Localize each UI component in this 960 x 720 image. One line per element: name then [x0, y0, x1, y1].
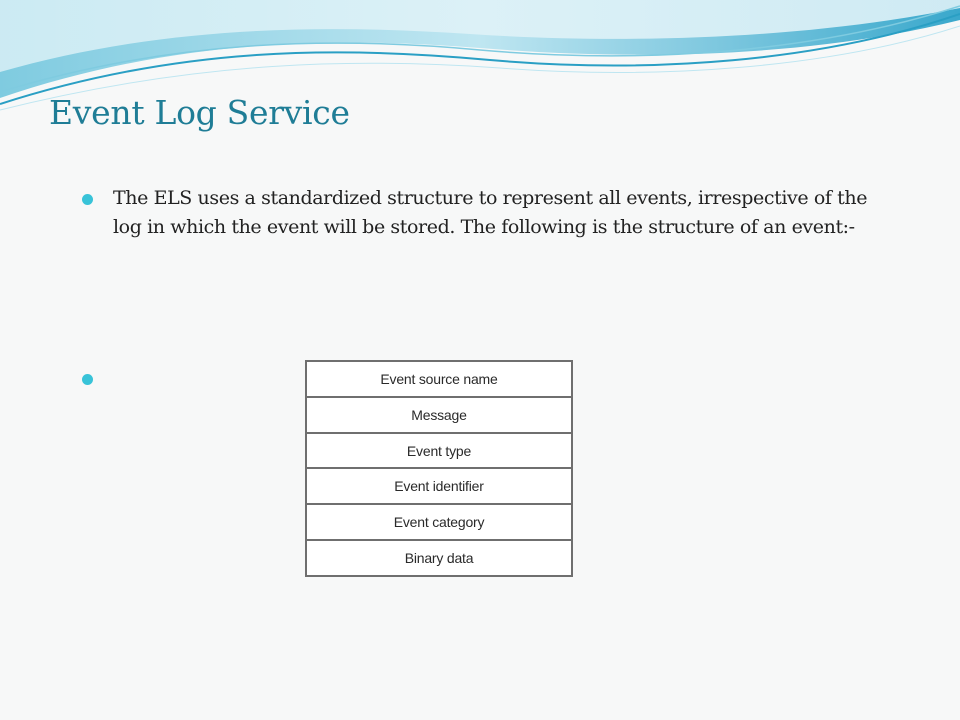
- bullet-icon: [82, 194, 93, 205]
- event-structure-diagram: [305, 360, 573, 577]
- bullet-icon: [82, 374, 93, 385]
- diagram-row-message: Message: [307, 398, 571, 434]
- diagram-row-event-source-name: Event source name: [307, 362, 571, 398]
- bullet-text: The ELS uses a standardized structure to represent all events, irrespective of the log in which the event will be stored. The following is the structure of an event:-: [113, 187, 868, 238]
- diagram-row-binary-data: Binary data: [404, 550, 474, 567]
- slide-title: Event Log Service: [49, 93, 350, 132]
- diagram-row-event-category: Event category: [307, 505, 571, 541]
- diagram-row-event-identifier: Event identifier: [307, 469, 571, 505]
- diagram-row-event-type: Event type: [307, 434, 571, 470]
